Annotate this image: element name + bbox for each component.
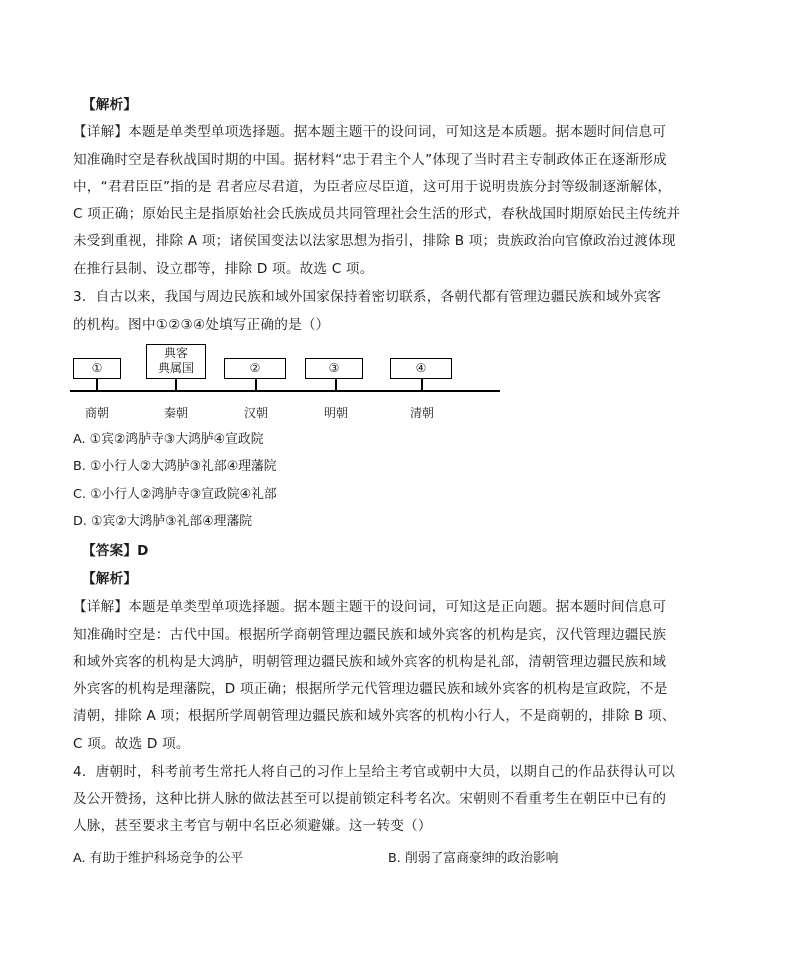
analysis-text-line: 知准确时空是：古代中国。根据所学商朝管理边疆民族和域外宾客的机构是宾，汉代管理边疆民族 (73, 627, 667, 643)
analysis-heading: 【解析】 (82, 97, 138, 113)
analysis-text-line: 【详解】本题是单类型单项选择题。据本题主题干的设问词，可知这是本质题。据本题时间信息可 (73, 124, 667, 140)
timeline-box-3: ③ (305, 358, 363, 379)
option-a: A. ①宾②鸿胪寺③大鸿胪④宣政院 (73, 432, 264, 447)
analysis-text-line: 在推行县制、设立郡等，排除 D 项。故选 C 项。 (73, 261, 374, 277)
analysis-heading: 【解析】 (82, 571, 138, 587)
timeline-axis (70, 390, 500, 392)
timeline-stem (255, 378, 257, 390)
analysis-text-line: 【详解】本题是单类型单项选择题。据本题主题干的设问词，可知这是正向题。据本题时间信息可 (73, 599, 667, 615)
analysis-text-line: 和域外宾客的机构是大鸿胪，明朝管理边疆民族和域外宾客的机构是礼部，清朝管理边疆民族和域 (73, 654, 667, 670)
analysis-text-line: C 项。故选 D 项。 (73, 736, 190, 752)
analysis-text-line: 未受到重视，排除 A 项；诸侯国变法以法家思想为指引，排除 B 项；贵族政治向官僚政治过渡体现 (73, 233, 676, 249)
question-3-stem: 3．自古以来，我国与周边民族和域外国家保持着密切联系，各朝代都有管理边疆民族和域外宾客 (73, 289, 662, 305)
question-4-stem: 及公开赞扬，这种比拼人脉的做法甚至可以提前锁定科考名次。宋朝则不看重考生在朝臣中已有的 (73, 791, 667, 807)
answer-label: 【答案】D (82, 543, 149, 559)
timeline-label: 汉朝 (243, 406, 268, 420)
timeline-box-4: ④ (390, 358, 452, 379)
option-b: B. 削弱了富商豪绅的政治影响 (388, 851, 559, 866)
timeline-stem (96, 378, 98, 390)
timeline-label: 商朝 (84, 406, 109, 420)
question-4-stem: 4．唐朝时，科考前考生常托人将自己的习作上呈给主考官或朝中大员，以期自己的作品获得认可以 (73, 764, 675, 780)
timeline-label: 明朝 (323, 406, 348, 420)
question-3-stem: 的机构。图中①②③④处填写正确的是（） (73, 317, 330, 333)
option-d: D. ①宾②大鸿胪③礼部④理藩院 (73, 514, 253, 529)
timeline-box-2: ② (224, 358, 286, 379)
option-a: A. 有助于维护科场竞争的公平 (73, 851, 244, 866)
timeline-box-qin: 典客 典属国 (146, 344, 206, 379)
timeline-label: 清朝 (409, 406, 434, 420)
option-c: C. ①小行人②鸿胪寺③宣政院④礼部 (73, 487, 277, 502)
timeline-stem (335, 378, 337, 390)
question-4-stem: 人脉，甚至要求主考官与朝中名臣必须避嫌。这一转变（） (73, 818, 432, 834)
dynasty-timeline-figure (70, 344, 510, 424)
timeline-box-1: ① (73, 358, 121, 379)
analysis-text-line: 清朝，排除 A 项；根据所学周朝管理边疆民族和域外宾客的机构小行人，不是商朝的，排除 B 项、 (73, 708, 676, 724)
timeline-label: 秦朝 (163, 406, 188, 420)
timeline-stem (175, 378, 177, 390)
analysis-text-line: 中，“君君臣臣”指的是 君者应尽君道，为臣者应尽臣道，这可用于说明贵族分封等级制逐渐解体， (73, 179, 672, 195)
analysis-text-line: 外宾客的机构是理藩院，D 项正确；根据所学元代管理边疆民族和域外宾客的机构是宣政院，不是 (73, 681, 668, 697)
timeline-stem (421, 378, 423, 390)
analysis-text-line: 知准确时空是春秋战国时期的中国。据材料“忠于君主个人”体现了当时君主专制政体正在逐渐形成 (73, 152, 667, 168)
analysis-text-line: C 项正确；原始民主是指原始社会氏族成员共同管理社会生活的形式，春秋战国时期原始民主传统并 (73, 206, 681, 222)
option-b: B. ①小行人②大鸿胪③礼部④理藩院 (73, 459, 277, 474)
